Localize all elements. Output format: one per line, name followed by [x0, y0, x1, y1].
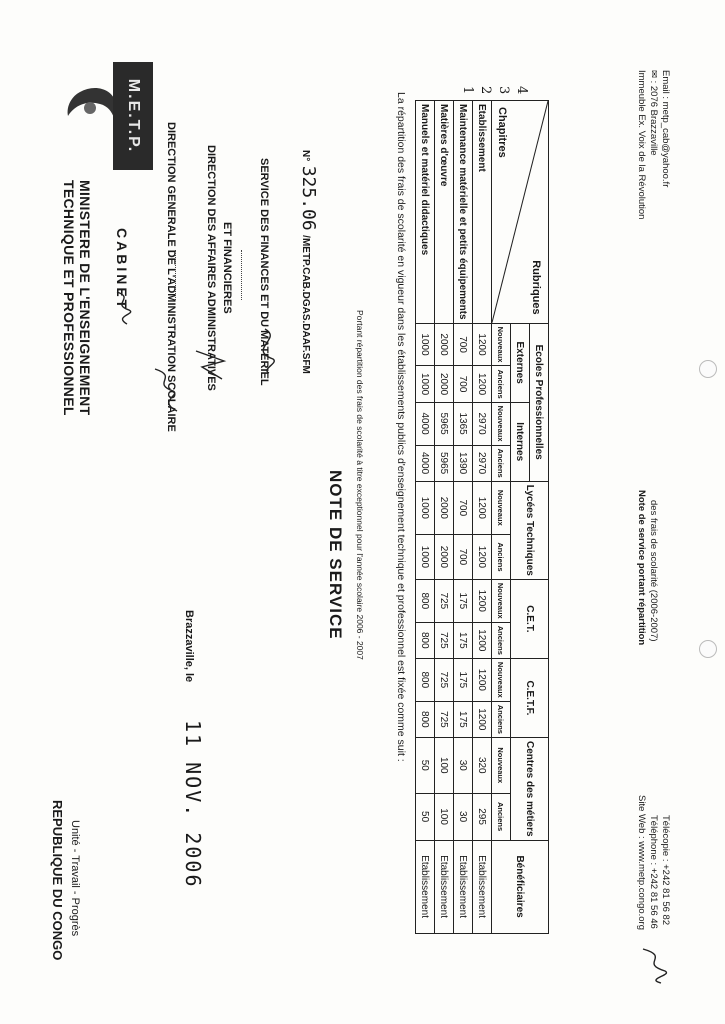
fee-table	[415, 100, 549, 934]
reference-prefix: N°	[300, 150, 311, 162]
place-label: Brazzaville, le	[183, 610, 195, 683]
header-ecoles: Ecoles Professionnelles	[530, 323, 549, 481]
direction-affaires-1: DIRECTION DES AFFAIRES ADMINISTRATIVES	[205, 145, 217, 391]
subheader-nouveaux: Nouveaux	[492, 323, 511, 366]
fee-cell: 800	[416, 701, 435, 737]
footer-address-2: ✉ : 2076 Brazzaville	[648, 70, 659, 156]
document-title: NOTE DE SERVICE	[326, 470, 345, 640]
subheader-nouveaux: Nouveaux	[492, 737, 511, 793]
header-centres: Centres des métiers	[511, 737, 549, 840]
punch-hole-2	[699, 640, 717, 658]
footer-signature-icon	[635, 945, 675, 985]
republic-motto: Unité - Travail - Progrès	[69, 820, 81, 937]
header-lycees: Lycées Techniques	[511, 481, 549, 579]
intro-paragraph: La répartition des frais de scolarité en vigueur dans les établissements publics d'enseignement technique et professionnel est fixée comme suit :	[395, 92, 407, 762]
fee-cell: 1200	[473, 579, 492, 622]
reference-suffix: /METP.CAB.DGAS.DAAF.SFM	[300, 235, 311, 374]
punch-hole-1	[699, 360, 717, 378]
reference-line	[298, 150, 319, 374]
fee-cell: 2000	[435, 534, 454, 579]
fee-cell: 2970	[473, 445, 492, 481]
subheader-anciens: Anciens	[492, 534, 511, 579]
fee-cell: 700	[454, 534, 473, 579]
fee-cell: 725	[435, 701, 454, 737]
republic-name: REPUBLIQUE DU CONGO	[50, 800, 65, 961]
fee-cell: 1000	[416, 366, 435, 402]
fee-cell: 1200	[473, 481, 492, 534]
table-row	[435, 101, 454, 934]
fee-cell: 700	[454, 323, 473, 366]
signature-service-icon	[245, 325, 285, 375]
footer-site: Site Web : www.metp.congo.org	[636, 795, 647, 930]
subheader-anciens: Anciens	[492, 366, 511, 402]
direction-generale: DIRECTION GENERALE DE L'ADMINISTRATION SCOLAIRE	[165, 122, 177, 432]
fee-cell: 4000	[416, 445, 435, 481]
cabinet-label: CABINET	[114, 228, 130, 312]
fee-cell: 175	[454, 658, 473, 701]
fee-cell: 2000	[435, 481, 454, 534]
table-row	[454, 101, 473, 934]
fee-cell: 725	[435, 579, 454, 622]
fee-cell: 800	[416, 658, 435, 701]
fee-cell: 5965	[435, 445, 454, 481]
row-chapter-label: Manuels et matériel didactiques	[416, 101, 435, 324]
subheader-anciens: Anciens	[492, 701, 511, 737]
subheader-anciens: Anciens	[492, 445, 511, 481]
fee-cell: 1200	[473, 658, 492, 701]
fee-cell: 2000	[435, 323, 454, 366]
footer-email: Email : metp_cab@yahoo.fr	[660, 70, 671, 188]
dotted-separator-2	[241, 250, 243, 300]
signature-initials-icon	[109, 290, 139, 330]
direction-affaires-2: ET FINANCIERES	[221, 222, 233, 314]
subheader-anciens: Anciens	[492, 793, 511, 840]
row-beneficiary: Etablissement	[435, 840, 454, 933]
subheader-nouveaux: Nouveaux	[492, 481, 511, 534]
subheader-nouveaux: Nouveaux	[492, 579, 511, 622]
rubriques-header: Rubriques	[530, 260, 542, 315]
fee-cell: 700	[454, 366, 473, 402]
fee-cell: 100	[435, 793, 454, 840]
row-beneficiary: Etablissement	[454, 840, 473, 933]
fee-cell: 1000	[416, 323, 435, 366]
fee-cell: 4000	[416, 402, 435, 445]
date-stamp: 11 NOV. 2006	[181, 720, 205, 889]
fee-cell: 320	[473, 737, 492, 793]
dotted-separator-1	[175, 250, 177, 300]
fee-cell: 100	[435, 737, 454, 793]
fee-table-body	[416, 101, 492, 934]
fee-cell: 2970	[473, 402, 492, 445]
footer-note-2: des frais de scolarité (2006-2007)	[648, 500, 659, 642]
fee-cell: 175	[454, 579, 473, 622]
fee-cell: 5965	[435, 402, 454, 445]
table-row	[416, 101, 435, 934]
subheader-nouveaux: Nouveaux	[492, 658, 511, 701]
service-finances: SERVICE DES FINANCES ET DU MATERIEL	[258, 158, 270, 386]
fee-cell: 175	[454, 701, 473, 737]
fee-cell: 2000	[435, 366, 454, 402]
row-chapter-label: Maintenance matérielle et petits équipements	[454, 101, 473, 324]
fee-cell: 1000	[416, 534, 435, 579]
fee-cell: 1000	[416, 481, 435, 534]
fee-cell: 725	[435, 658, 454, 701]
footer-address-1: Immeuble Ex. Voix de la Révolution	[636, 70, 647, 220]
metp-badge	[113, 62, 153, 170]
header-beneficiaires: Bénéficiaires	[492, 840, 549, 933]
fee-cell: 295	[473, 793, 492, 840]
metp-badge-text: M.E.T.P.	[125, 78, 142, 154]
fee-cell: 30	[454, 793, 473, 840]
subheader-anciens: Anciens	[492, 622, 511, 658]
fee-cell: 1365	[454, 402, 473, 445]
header-externes: Externes	[511, 323, 530, 402]
rubriques-cell	[492, 101, 548, 323]
row-marker: 4	[514, 86, 529, 95]
row-chapter-label: Etablissement	[473, 101, 492, 324]
ministry-emblem-icon	[62, 78, 120, 128]
row-marker: 1	[460, 86, 475, 95]
footer-fax: Télécopie : +242 81 56 82	[660, 815, 671, 926]
header-cetf: C.E.T.F.	[511, 658, 549, 737]
ministry-line-1: MINISTERE DE L'ENSEIGNEMENT	[77, 180, 93, 416]
ministry-line-2: TECHNIQUE ET PROFESSIONNEL	[61, 180, 77, 416]
fee-cell: 1200	[473, 366, 492, 402]
document-subtitle: Portant répartition des frais de scolarité à titre exceptionnel pour l'année scolaire 2006 - 2007	[355, 310, 365, 660]
fee-cell: 175	[454, 622, 473, 658]
header-internes: Internes	[511, 402, 530, 481]
header-cet: C.E.T.	[511, 579, 549, 658]
chapitres-header: Chapitres	[496, 107, 508, 158]
reference-number: 325.06	[298, 165, 319, 231]
footer-note-1: Note de service portant répartition	[636, 490, 647, 646]
row-beneficiary: Etablissement	[416, 840, 435, 933]
fee-cell: 725	[435, 622, 454, 658]
fee-cell: 50	[416, 793, 435, 840]
row-marker: 2	[478, 86, 493, 95]
row-beneficiary: Etablissement	[473, 840, 492, 933]
footer-phone: Téléphone : +242 81 56 46	[648, 815, 659, 929]
fee-cell: 800	[416, 579, 435, 622]
fee-cell: 30	[454, 737, 473, 793]
header-rubriques-chapitres	[492, 101, 549, 324]
fee-cell: 1200	[473, 323, 492, 366]
fee-cell: 800	[416, 622, 435, 658]
fee-cell: 1200	[473, 622, 492, 658]
signature-direction-icon	[149, 365, 185, 415]
fee-cell: 50	[416, 737, 435, 793]
fee-cell: 1200	[473, 701, 492, 737]
table-row	[473, 101, 492, 934]
row-chapter-label: Matières d'œuvre	[435, 101, 454, 324]
row-marker: 3	[496, 86, 511, 95]
signature-daaf-icon	[190, 345, 230, 385]
fee-cell: 1200	[473, 534, 492, 579]
subheader-nouveaux: Nouveaux	[492, 402, 511, 445]
fee-cell: 1390	[454, 445, 473, 481]
fee-cell: 700	[454, 481, 473, 534]
